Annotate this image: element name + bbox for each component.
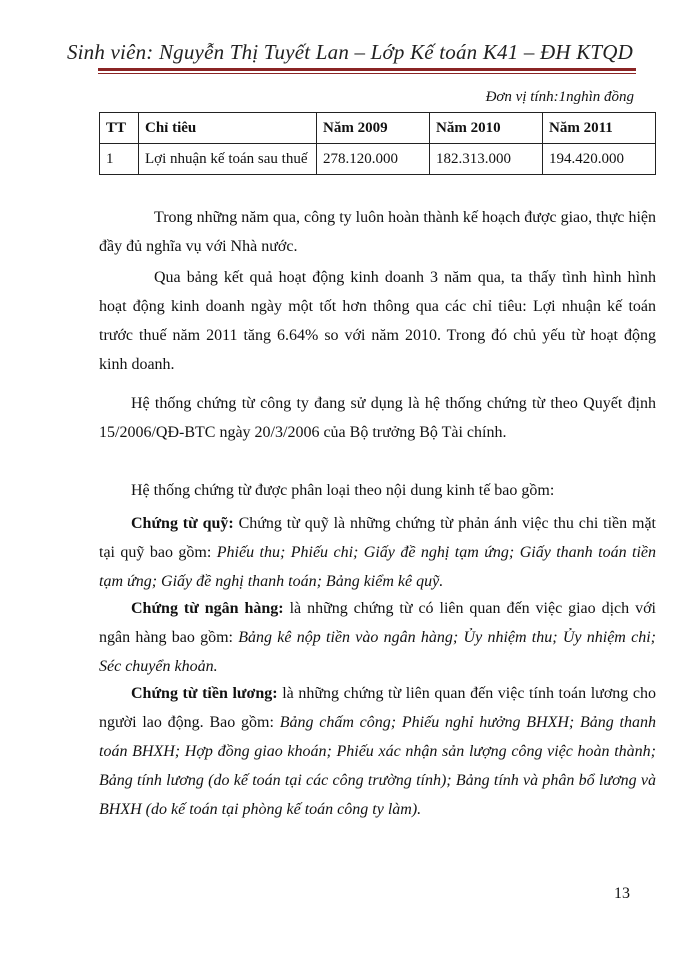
- page-header: Sinh viên: Nguyễn Thị Tuyết Lan – Lớp Kế toán K41 – ĐH KTQD: [66, 40, 634, 64]
- table-header-row: [100, 113, 656, 144]
- unit-note: Đơn vị tính:1nghìn đồng: [485, 89, 634, 105]
- header-chi-tieu: Chỉ tiêu: [139, 113, 317, 144]
- cell-2009: 278.120.000: [317, 144, 430, 175]
- header-2010: Năm 2010: [430, 113, 543, 144]
- heading-chung-tu-tien-luong: Chứng từ tiền lương:: [131, 685, 278, 702]
- list-chung-tu-ngan-hang: Bảng kê nộp tiền vào ngân hàng; Ủy nhiệm thu; Ủy nhiệm chi; Séc chuyển khoản.: [99, 629, 657, 675]
- paragraph-chung-tu-quy: [99, 509, 656, 596]
- cell-2011: 194.420.000: [543, 144, 656, 175]
- paragraph-1: Trong những năm qua, công ty luôn hoàn thành kế hoạch được giao, thực hiện đầy đủ nghĩa vụ với Nhà nước.: [99, 209, 656, 255]
- paragraph-chung-tu-ngan-hang: [99, 594, 656, 681]
- list-chung-tu-quy: Phiếu thu; Phiếu chi; Giấy đề nghị tạm ứng; Giấy thanh toán tiền tạm ứng; Giấy đề nghị thanh toán; Bảng kiểm kê quỹ.: [99, 544, 656, 590]
- header-rule: [98, 68, 636, 71]
- text-chung-tu-ngan-hang: là những chứng từ có liên quan đến việc giao dịch với ngân hàng bao gồm:: [99, 600, 656, 646]
- paragraph-4: Hệ thống chứng từ được phân loại theo nội dung kinh tế bao gồm:: [131, 482, 555, 499]
- paragraph-2: Qua bảng kết quả hoạt động kinh doanh 3 năm qua, ta thấy tình hình hình hoạt động kinh doanh ngày một tốt hơn thông qua các chỉ tiêu: Lợi nhuận kế toán trước thuế năm 2011 tăng 6.64% so với năm 2010. Trong đó chủ yếu từ hoạt động kinh doanh.: [99, 269, 656, 373]
- heading-chung-tu-quy: Chứng từ quỹ:: [131, 515, 234, 532]
- paragraph-chung-tu-tien-luong: [99, 679, 656, 824]
- table-row: [100, 144, 656, 175]
- profit-table: [99, 112, 656, 175]
- header-2009: Năm 2009: [317, 113, 430, 144]
- text-chung-tu-tien-luong: là những chứng từ liên quan đến việc tính toán lương cho người lao động. Bao gồm:: [99, 685, 656, 731]
- cell-chi-tieu: Lợi nhuận kế toán sau thuế: [139, 144, 317, 175]
- page-number: 13: [614, 885, 630, 902]
- paragraph-3: Hệ thống chứng từ công ty đang sử dụng là hệ thống chứng từ theo Quyết định 15/2006/QĐ-BTC ngày 20/3/2006 của Bộ trưởng Bộ Tài chính.: [99, 395, 656, 441]
- text-chung-tu-quy: Chứng từ quỹ là những chứng từ phản ánh việc thu chi tiền mặt tại quỹ bao gồm:: [99, 515, 656, 561]
- header-rule-thin: [98, 73, 636, 74]
- cell-2010: 182.313.000: [430, 144, 543, 175]
- heading-chung-tu-ngan-hang: Chứng từ ngân hàng:: [131, 600, 284, 617]
- cell-tt: 1: [100, 144, 139, 175]
- list-chung-tu-tien-luong: Bảng chấm công; Phiếu nghỉ hưởng BHXH; Bảng thanh toán BHXH; Hợp đồng giao khoán; Phiếu xác nhận sản lượng công việc hoàn thành; Bảng tính lương (do kế toán tại các công trường tính); Bảng tính và phân bổ lương và BHXH (do kế toán tại phòng kế toán công ty làm).: [99, 714, 657, 818]
- header-tt: TT: [100, 113, 139, 144]
- header-2011: Năm 2011: [543, 113, 656, 144]
